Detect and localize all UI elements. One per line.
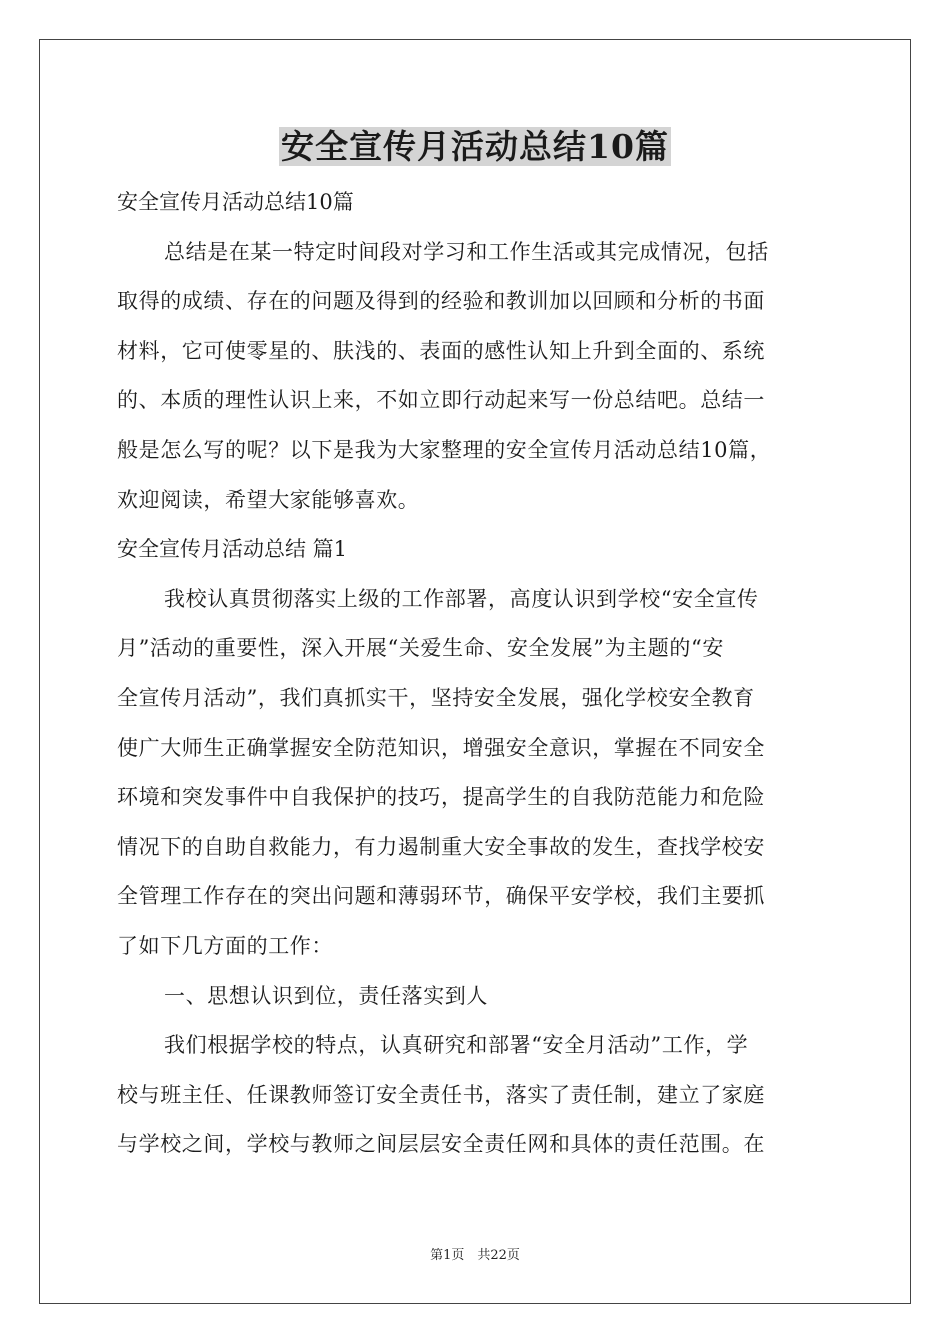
paragraph-line: 月”活动的重要性，深入开展“关爱生命、安全发展”为主题的“安 <box>117 636 724 661</box>
paragraph-line: 了如下几方面的工作： <box>117 933 333 958</box>
paragraph-line: 校与班主任、任课教师签订安全责任书，落实了责任制，建立了家庭 <box>117 1082 765 1107</box>
paragraph-line: 的、本质的理性认识上来，不如立即行动起来写一份总结吧。总结一 <box>117 388 765 413</box>
subsection-heading: 一、思想认识到位，责任落实到人 <box>164 983 488 1008</box>
document-title-text: 安全宣传月活动总结10篇 <box>281 127 669 166</box>
paragraph-line: 我校认真贯彻落实上级的工作部署，高度认识到学校“安全宣传 <box>164 586 759 611</box>
section-heading: 安全宣传月活动总结 篇1 <box>117 537 348 562</box>
paragraph-line: 取得的成绩、存在的问题及得到的经验和教训加以回顾和分析的书面 <box>117 289 765 314</box>
paragraph-line: 情况下的自助自救能力，有力遏制重大安全事故的发生，查找学校安 <box>117 834 765 859</box>
document-title <box>0 124 950 170</box>
document-body <box>117 178 851 1170</box>
paragraph-line: 总结是在某一特定时间段对学习和工作生活或其完成情况，包括 <box>164 239 769 264</box>
paragraph-line: 欢迎阅读，希望大家能够喜欢。 <box>117 487 420 512</box>
paragraph-line: 我们根据学校的特点，认真研究和部署“安全月活动”工作，学 <box>164 1033 749 1058</box>
paragraph-line: 环境和突发事件中自我保护的技巧，提高学生的自我防范能力和危险 <box>117 785 765 810</box>
paragraph-line: 全宣传月活动”，我们真抓实干，坚持安全发展，强化学校安全教育 <box>117 685 755 710</box>
paragraph-line: 使广大师生正确掌握安全防范知识，增强安全意识，掌握在不同安全 <box>117 735 765 760</box>
page-footer: 第1页 共22页 <box>430 1248 520 1263</box>
subtitle-line: 安全宣传月活动总结10篇 <box>117 190 354 214</box>
paragraph-line: 材料，它可使零星的、肤浅的、表面的感性认知上升到全面的、系统 <box>117 338 765 363</box>
paragraph-line: 与学校之间，学校与教师之间层层安全责任网和具体的责任范围。在 <box>117 1132 765 1157</box>
paragraph-line: 全管理工作存在的突出问题和薄弱环节，确保平安学校，我们主要抓 <box>117 884 765 909</box>
paragraph-line: 般是怎么写的呢？以下是我为大家整理的安全宣传月活动总结10篇， <box>117 437 772 462</box>
